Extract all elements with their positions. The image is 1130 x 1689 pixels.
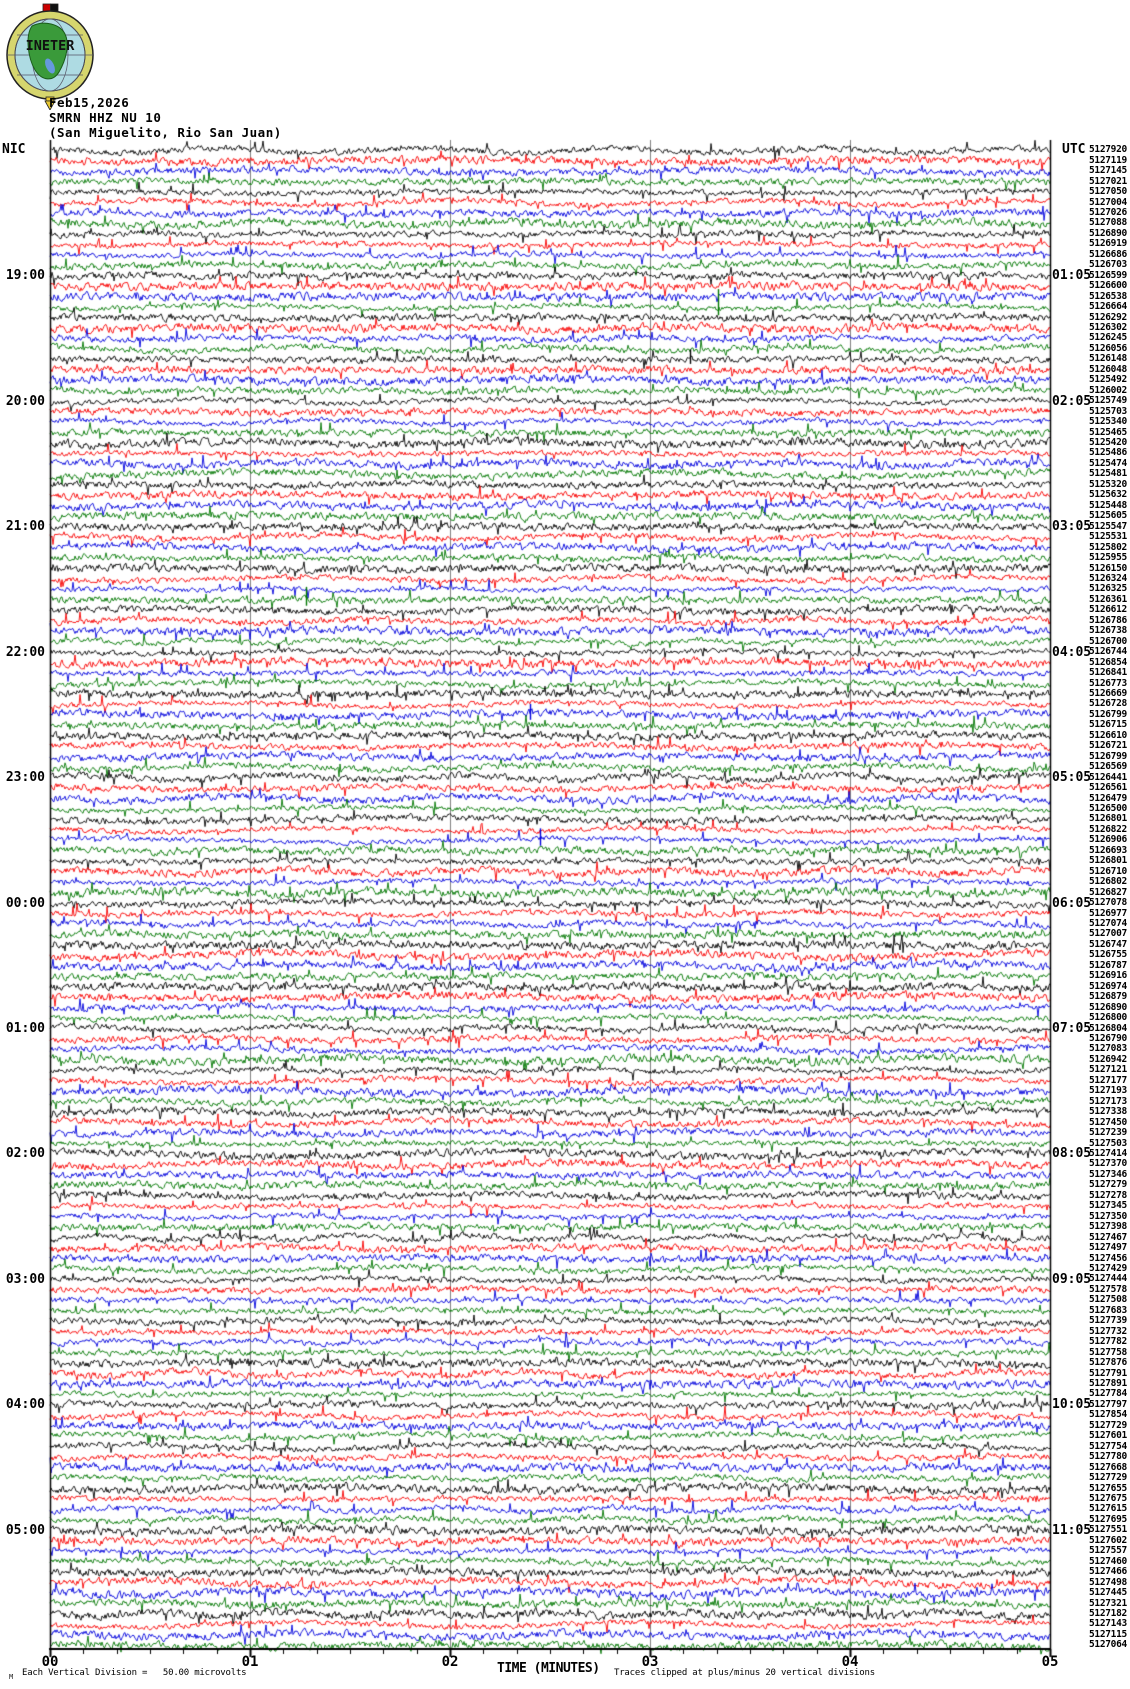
trace-number: 5126002 xyxy=(1089,384,1127,396)
trace-number: 5126916 xyxy=(1089,970,1127,982)
trace-number: 5126056 xyxy=(1089,342,1127,354)
trace-number: 5127338 xyxy=(1089,1106,1127,1118)
trace-number: 5127729 xyxy=(1089,1419,1127,1431)
local-hour-label: 21:00 xyxy=(5,519,45,535)
local-hour-label: 05:00 xyxy=(5,1522,45,1538)
trace-number: 5126561 xyxy=(1089,782,1127,794)
trace-number: 5126755 xyxy=(1089,949,1127,961)
trace-number: 5126500 xyxy=(1089,802,1127,814)
trace-number: 5127508 xyxy=(1089,1294,1127,1306)
trace-number: 5126827 xyxy=(1089,886,1127,898)
trace-number: 5126790 xyxy=(1089,1032,1127,1044)
trace-number: 5126773 xyxy=(1089,677,1127,689)
trace-number: 5126325 xyxy=(1089,583,1127,595)
trace-number: 5127784 xyxy=(1089,1388,1127,1400)
trace-number: 5126292 xyxy=(1089,311,1127,323)
header-location: (San Miguelito, Rio San Juan) xyxy=(49,125,282,140)
trace-number: 5126822 xyxy=(1089,823,1127,835)
trace-number: 5127115 xyxy=(1089,1628,1127,1640)
trace-number: 5126728 xyxy=(1089,698,1127,710)
trace-number: 5126599 xyxy=(1089,269,1127,281)
trace-number: 5126804 xyxy=(1089,1022,1127,1034)
trace-number: 5127732 xyxy=(1089,1325,1127,1337)
footer-artifact: M xyxy=(9,1673,14,1681)
trace-number: 5127854 xyxy=(1089,1409,1127,1421)
trace-number: 5127791 xyxy=(1089,1367,1127,1379)
trace-number: 5126890 xyxy=(1089,1001,1127,1013)
trace-number: 5127695 xyxy=(1089,1513,1127,1525)
local-hour-label: 00:00 xyxy=(5,895,45,911)
x-axis-title: TIME (MINUTES) xyxy=(497,1661,600,1676)
trace-number: 5126747 xyxy=(1089,938,1127,950)
trace-number: 5126302 xyxy=(1089,322,1127,334)
trace-number: 5126669 xyxy=(1089,687,1127,699)
trace-number: 5127346 xyxy=(1089,1168,1127,1180)
utc-timezone-label: UTC xyxy=(1062,142,1086,157)
trace-number: 5126538 xyxy=(1089,290,1127,302)
utc-hour-label: 03:05 xyxy=(1052,519,1092,535)
logo-org-text: INETER xyxy=(25,38,75,54)
trace-number: 5125320 xyxy=(1089,478,1127,490)
trace-number: 5127891 xyxy=(1089,1377,1127,1389)
utc-hour-label: 10:05 xyxy=(1052,1397,1092,1413)
trace-number: 5127450 xyxy=(1089,1116,1127,1128)
header-date: Feb15,2026 xyxy=(49,95,130,110)
trace-number: 5126802 xyxy=(1089,876,1127,888)
trace-number: 5127557 xyxy=(1089,1545,1127,1557)
trace-number: 5127177 xyxy=(1089,1074,1127,1086)
trace-number: 5127074 xyxy=(1089,917,1127,929)
trace-number: 5126800 xyxy=(1089,1012,1127,1024)
trace-number: 5127445 xyxy=(1089,1587,1127,1599)
trace-number: 5127655 xyxy=(1089,1482,1127,1494)
trace-number: 5127780 xyxy=(1089,1451,1127,1463)
trace-number: 5126974 xyxy=(1089,980,1127,992)
trace-number: 5127920 xyxy=(1089,144,1127,156)
x-axis-tick-label: 00 xyxy=(41,1654,59,1670)
trace-number: 5127173 xyxy=(1089,1095,1127,1107)
trace-number: 5126569 xyxy=(1089,761,1127,773)
trace-number: 5127064 xyxy=(1089,1639,1127,1651)
trace-number: 5127398 xyxy=(1089,1221,1127,1233)
trace-number: 5126977 xyxy=(1089,907,1127,919)
trace-number: 5127345 xyxy=(1089,1200,1127,1212)
trace-number: 5127004 xyxy=(1089,196,1127,208)
local-hour-label: 19:00 xyxy=(5,268,45,284)
x-axis-tick-label: 01 xyxy=(241,1654,259,1670)
trace-number: 5126801 xyxy=(1089,813,1127,825)
trace-number: 5126906 xyxy=(1089,834,1127,846)
trace-number: 5126150 xyxy=(1089,562,1127,574)
trace-number: 5126738 xyxy=(1089,625,1127,637)
local-timezone-label: NIC xyxy=(2,142,26,157)
trace-number: 5125420 xyxy=(1089,437,1127,449)
trace-number: 5127414 xyxy=(1089,1147,1127,1159)
trace-number: 5126703 xyxy=(1089,259,1127,271)
trace-number: 5126245 xyxy=(1089,332,1127,344)
trace-number: 5125632 xyxy=(1089,489,1127,501)
trace-number: 5126048 xyxy=(1089,363,1127,375)
trace-number: 5127279 xyxy=(1089,1179,1127,1191)
utc-hour-label: 04:05 xyxy=(1052,644,1092,660)
utc-hour-label: 11:05 xyxy=(1052,1522,1092,1538)
trace-number: 5127121 xyxy=(1089,1064,1127,1076)
trace-number: 5126686 xyxy=(1089,248,1127,260)
trace-number: 5127456 xyxy=(1089,1252,1127,1264)
trace-number: 5125465 xyxy=(1089,426,1127,438)
trace-number: 5127758 xyxy=(1089,1346,1127,1358)
trace-number: 5127370 xyxy=(1089,1158,1127,1170)
x-axis-tick-label: 04 xyxy=(841,1654,859,1670)
trace-number: 5126600 xyxy=(1089,280,1127,292)
local-hour-label: 02:00 xyxy=(5,1146,45,1162)
trace-number: 5127876 xyxy=(1089,1357,1127,1369)
trace-number: 5127601 xyxy=(1089,1430,1127,1442)
x-axis-tick-label: 05 xyxy=(1041,1654,1059,1670)
trace-number: 5126710 xyxy=(1089,865,1127,877)
trace-number: 5127143 xyxy=(1089,1618,1127,1630)
trace-number: 5125486 xyxy=(1089,447,1127,459)
local-hour-label: 04:00 xyxy=(5,1397,45,1413)
utc-hour-label: 06:05 xyxy=(1052,895,1092,911)
x-axis-tick-label: 03 xyxy=(641,1654,659,1670)
trace-number: 5126441 xyxy=(1089,771,1127,783)
trace-number: 5127782 xyxy=(1089,1336,1127,1348)
trace-number: 5126324 xyxy=(1089,572,1127,584)
trace-number: 5126801 xyxy=(1089,855,1127,867)
header-station: SMRN HHZ NU 10 xyxy=(49,110,162,125)
trace-number: 5127193 xyxy=(1089,1085,1127,1097)
trace-number: 5125448 xyxy=(1089,499,1127,511)
trace-number: 5127239 xyxy=(1089,1127,1127,1139)
trace-number: 5127551 xyxy=(1089,1524,1127,1536)
trace-number: 5126361 xyxy=(1089,593,1127,605)
trace-number: 5127615 xyxy=(1089,1503,1127,1515)
trace-number: 5127578 xyxy=(1089,1283,1127,1295)
local-hour-label: 22:00 xyxy=(5,644,45,660)
trace-number: 5127797 xyxy=(1089,1398,1127,1410)
trace-number: 5127503 xyxy=(1089,1137,1127,1149)
trace-number: 5127083 xyxy=(1089,1043,1127,1055)
trace-number: 5127088 xyxy=(1089,217,1127,229)
trace-number: 5127466 xyxy=(1089,1566,1127,1578)
trace-number: 5127182 xyxy=(1089,1608,1127,1619)
ineter-logo xyxy=(4,2,100,110)
trace-number: 5127078 xyxy=(1089,897,1127,909)
trace-number: 5125955 xyxy=(1089,552,1127,564)
trace-number: 5126148 xyxy=(1089,353,1127,365)
trace-number: 5127602 xyxy=(1089,1534,1127,1546)
trace-number: 5126841 xyxy=(1089,667,1127,679)
trace-number: 5125531 xyxy=(1089,531,1127,543)
trace-number: 5126799 xyxy=(1089,708,1127,720)
trace-number: 5126919 xyxy=(1089,238,1127,250)
utc-hour-label: 07:05 xyxy=(1052,1021,1092,1037)
trace-number: 5127729 xyxy=(1089,1472,1127,1484)
trace-number: 5126744 xyxy=(1089,646,1127,658)
trace-number: 5125703 xyxy=(1089,405,1127,417)
trace-number: 5126715 xyxy=(1089,719,1127,731)
trace-number: 5127007 xyxy=(1089,928,1127,940)
x-axis-tick-label: 02 xyxy=(441,1654,459,1670)
trace-number: 5125547 xyxy=(1089,520,1127,532)
trace-number: 5127675 xyxy=(1089,1492,1127,1504)
trace-number: 5125481 xyxy=(1089,468,1127,480)
trace-number: 5126721 xyxy=(1089,740,1127,752)
trace-number: 5127444 xyxy=(1089,1273,1127,1285)
trace-number: 5127498 xyxy=(1089,1576,1127,1588)
trace-number: 5127021 xyxy=(1089,175,1127,187)
trace-number: 5126610 xyxy=(1089,729,1127,741)
trace-number: 5125749 xyxy=(1089,395,1127,407)
trace-number: 5126700 xyxy=(1089,635,1127,647)
trace-number: 5126799 xyxy=(1089,750,1127,762)
trace-number: 5127668 xyxy=(1089,1461,1127,1473)
trace-number: 5125340 xyxy=(1089,416,1127,428)
trace-number: 5127754 xyxy=(1089,1440,1127,1452)
utc-hour-label: 08:05 xyxy=(1052,1146,1092,1162)
trace-number: 5127119 xyxy=(1089,154,1127,166)
trace-number: 5127739 xyxy=(1089,1315,1127,1327)
utc-hour-label: 05:05 xyxy=(1052,770,1092,786)
local-hour-label: 03:00 xyxy=(5,1271,45,1287)
footer-clipping-text: Traces clipped at plus/minus 20 vertical divisions xyxy=(614,1668,875,1678)
footer-scale-text: Each Vertical Division = 50.00 microvolts xyxy=(22,1668,247,1678)
trace-number: 5125474 xyxy=(1089,457,1127,469)
trace-number: 5125605 xyxy=(1089,510,1127,522)
trace-number: 5127497 xyxy=(1089,1242,1127,1254)
local-hour-label: 01:00 xyxy=(5,1021,45,1037)
utc-hour-label: 01:05 xyxy=(1052,268,1092,284)
trace-number: 5127350 xyxy=(1089,1210,1127,1222)
utc-hour-label: 09:05 xyxy=(1052,1271,1092,1287)
trace-number: 5127026 xyxy=(1089,207,1127,219)
trace-number: 5127460 xyxy=(1089,1555,1127,1567)
utc-hour-label: 02:05 xyxy=(1052,393,1092,409)
trace-number: 5126612 xyxy=(1089,604,1127,616)
trace-number: 5127429 xyxy=(1089,1262,1127,1274)
trace-number: 5126786 xyxy=(1089,614,1127,626)
trace-number: 5125492 xyxy=(1089,374,1127,386)
local-hour-label: 23:00 xyxy=(5,770,45,786)
trace-number: 5126942 xyxy=(1089,1053,1127,1065)
trace-number: 5126890 xyxy=(1089,227,1127,239)
trace-number: 5126787 xyxy=(1089,959,1127,971)
trace-number: 5127145 xyxy=(1089,165,1127,177)
trace-number: 5126854 xyxy=(1089,656,1127,668)
trace-number: 5127321 xyxy=(1089,1597,1127,1609)
trace-number: 5127467 xyxy=(1089,1231,1127,1243)
trace-number: 5126879 xyxy=(1089,991,1127,1003)
trace-number: 5127278 xyxy=(1089,1189,1127,1201)
trace-number: 5127683 xyxy=(1089,1304,1127,1316)
local-hour-label: 20:00 xyxy=(5,393,45,409)
trace-number: 5127050 xyxy=(1089,186,1127,198)
trace-number: 5126479 xyxy=(1089,792,1127,804)
trace-number: 5126664 xyxy=(1089,301,1127,313)
trace-number: 5125802 xyxy=(1089,541,1127,553)
trace-number: 5126693 xyxy=(1089,844,1127,856)
